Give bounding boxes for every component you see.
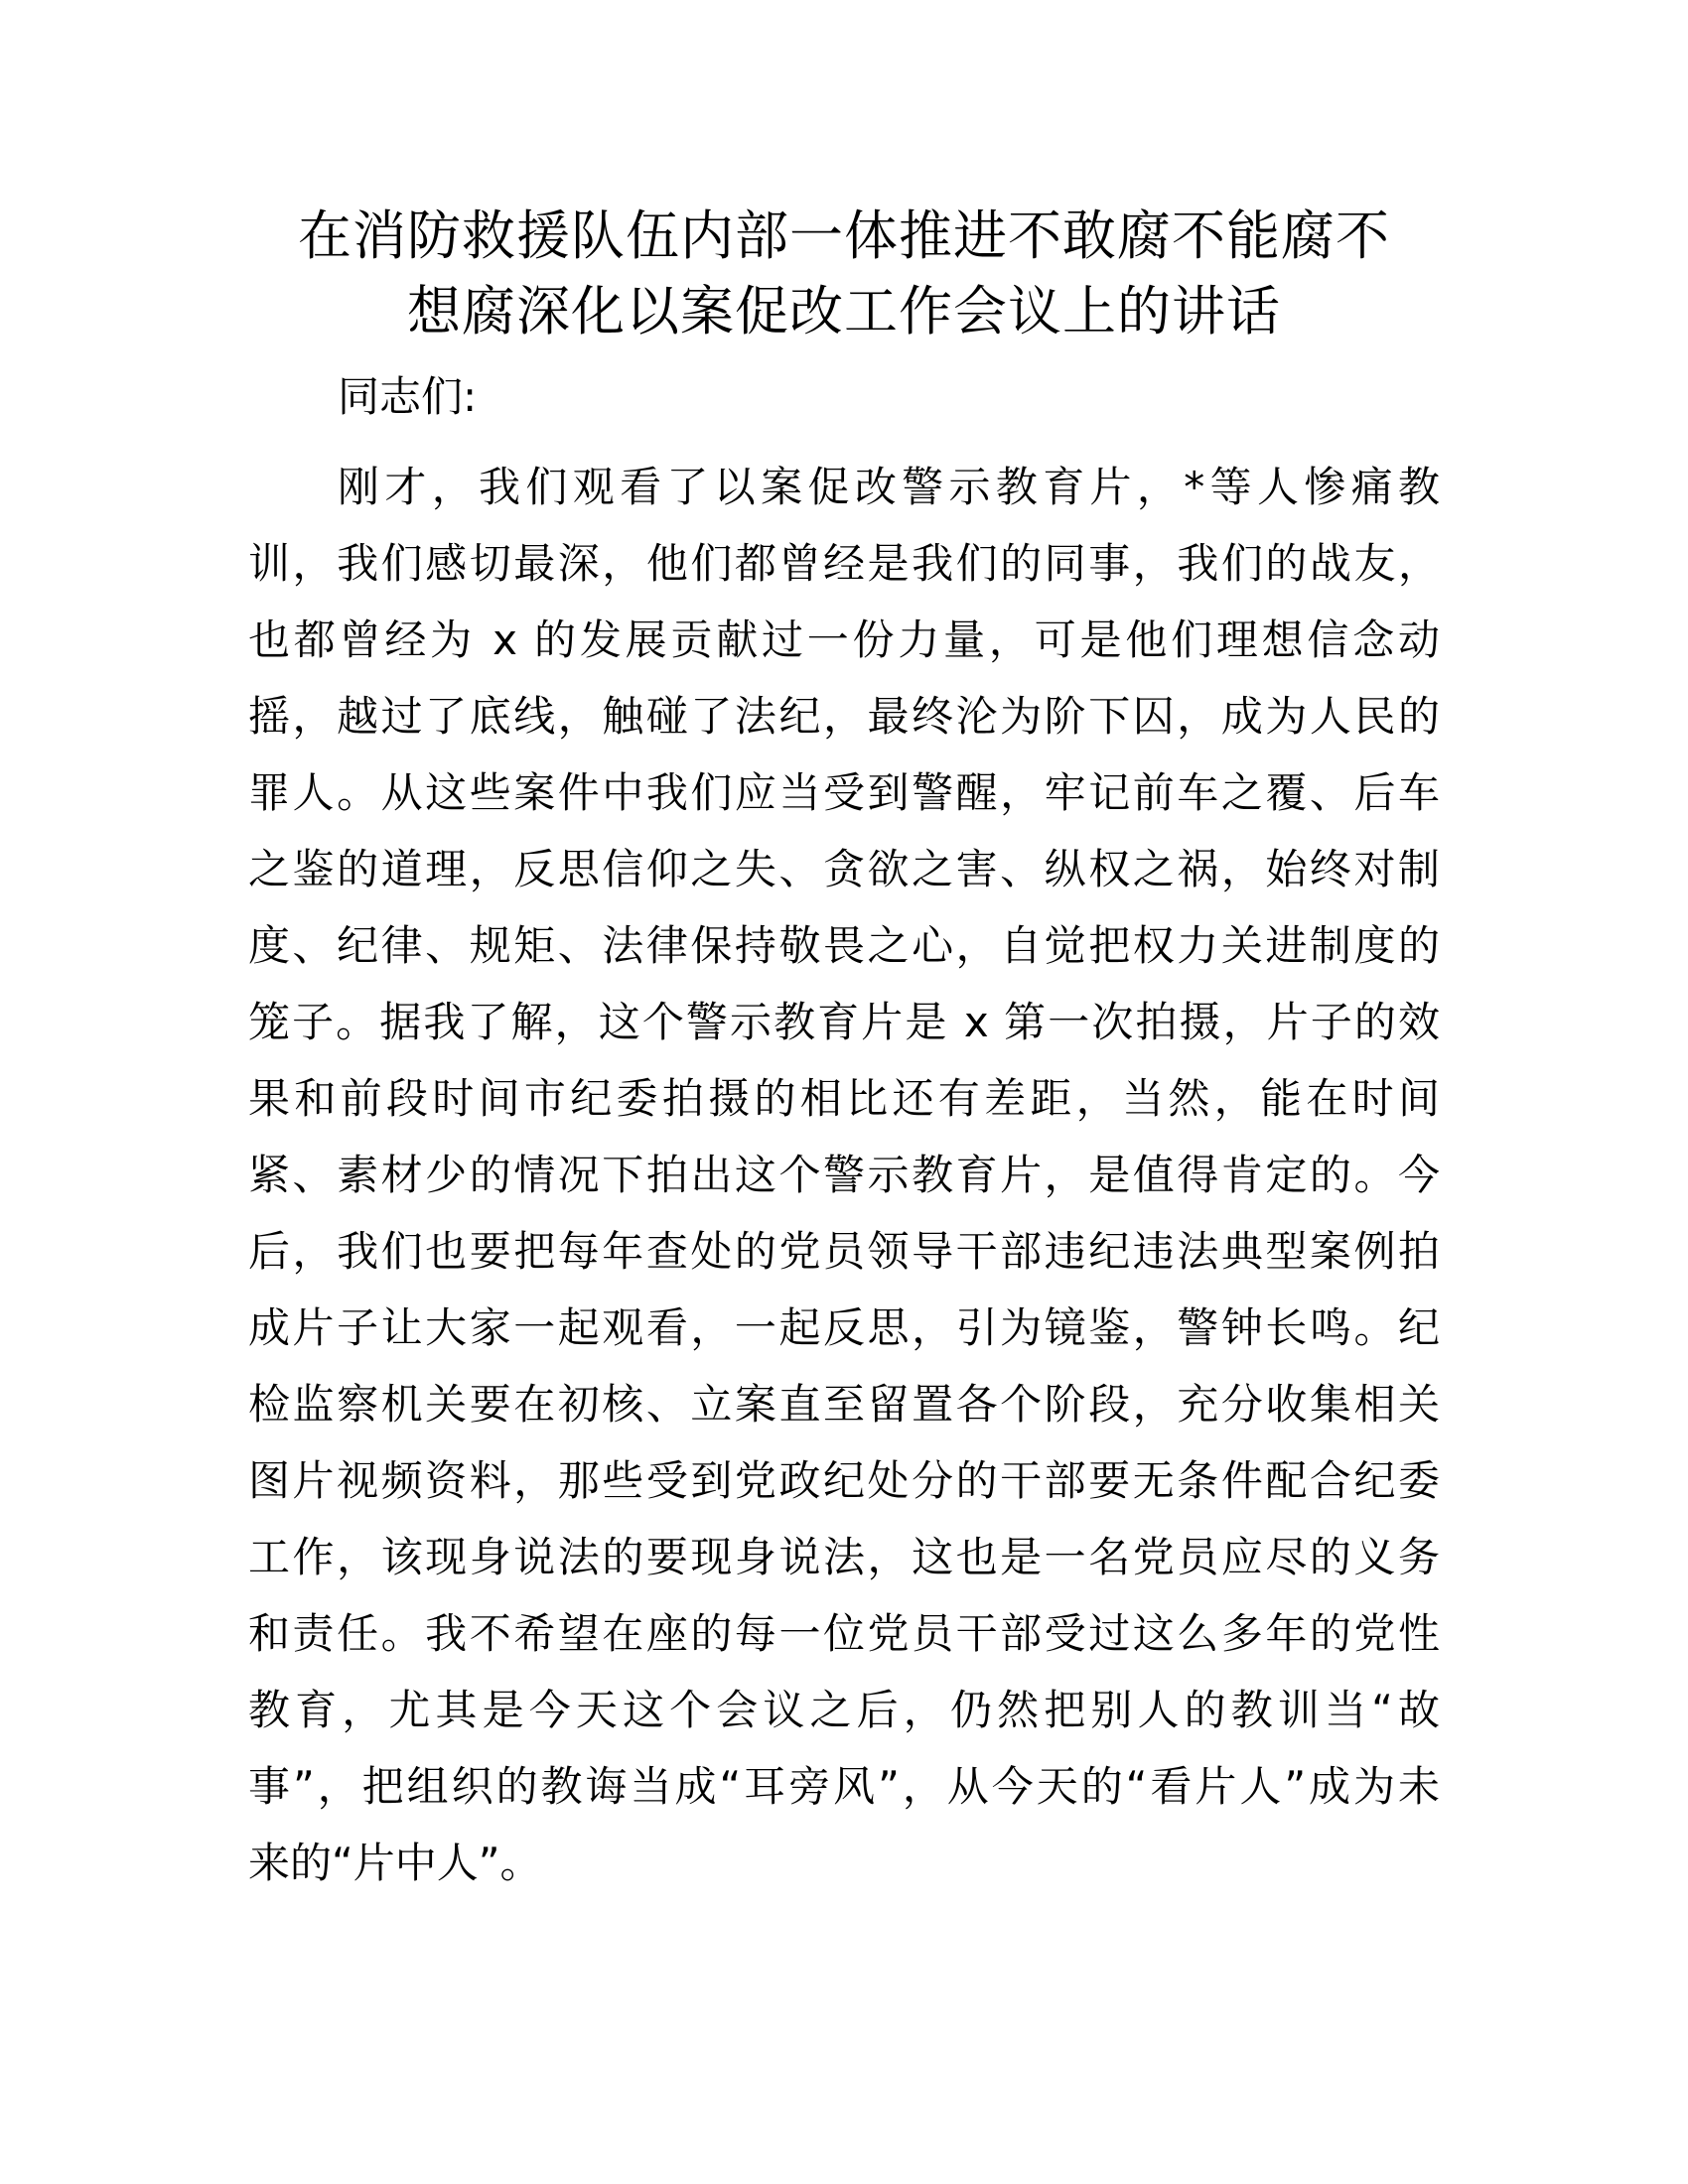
paragraph-line: 笼子。据我了解，这个警示教育片是 x 第一次拍摄，片子的效 — [248, 998, 1440, 1046]
body-paragraph — [248, 449, 1440, 1901]
paragraph-line: 来的“片中人”。 — [248, 1839, 542, 1887]
paragraph-line: 教育，尤其是今天这个会议之后，仍然把别人的教训当“故 — [248, 1686, 1440, 1734]
paragraph-line: 紧、素材少的情况下拍出这个警示教育片，是值得肯定的。今 — [248, 1151, 1440, 1199]
paragraph-line: 之鉴的道理，反思信仰之失、贪欲之害、纵权之祸，始终对制 — [248, 845, 1440, 893]
document-page — [248, 199, 1440, 1901]
paragraph-line: 成片子让大家一起观看，一起反思，引为镜鉴，警钟长鸣。纪 — [248, 1303, 1440, 1352]
paragraph-line: 摇，越过了底线，触碰了法纪，最终沦为阶下囚，成为人民的 — [248, 692, 1440, 741]
paragraph-line: 刚才，我们观看了以案促改警示教育片，*等人惨痛教 — [338, 463, 1440, 511]
paragraph-line: 训，我们感切最深，他们都曾经是我们的同事，我们的战友， — [248, 539, 1440, 588]
paragraph-line: 事”，把组织的教诲当成“耳旁风”，从今天的“看片人”成为未 — [248, 1762, 1440, 1811]
paragraph-line: 和责任。我不希望在座的每一位党员干部受过这么多年的党性 — [248, 1609, 1440, 1658]
paragraph-line: 度、纪律、规矩、法律保持敬畏之心，自觉把权力关进制度的 — [248, 921, 1440, 970]
paragraph-line: 图片视频资料，那些受到党政纪处分的干部要无条件配合纪委 — [248, 1456, 1440, 1505]
salutation: 同志们: — [338, 372, 478, 421]
document-title — [248, 199, 1440, 349]
paragraph-line: 工作，该现身说法的要现身说法，这也是一名党员应尽的义务 — [248, 1533, 1440, 1581]
paragraph-line: 也都曾经为 x 的发展贡献过一份力量，可是他们理想信念动 — [248, 615, 1440, 664]
paragraph-line: 检监察机关要在初核、立案直至留置各个阶段，充分收集相关 — [248, 1380, 1440, 1429]
paragraph-line: 果和前段时间市纪委拍摄的相比还有差距，当然，能在时间 — [248, 1074, 1440, 1123]
title-line: 在消防救援队伍内部一体推进不敢腐不能腐不 — [298, 205, 1390, 267]
title-line: 想腐深化以案促改工作会议上的讲话 — [407, 280, 1281, 342]
paragraph-line: 罪人。从这些案件中我们应当受到警醒，牢记前车之覆、后车 — [248, 768, 1440, 817]
paragraph-line: 后，我们也要把每年查处的党员领导干部违纪违法典型案例拍 — [248, 1227, 1440, 1276]
